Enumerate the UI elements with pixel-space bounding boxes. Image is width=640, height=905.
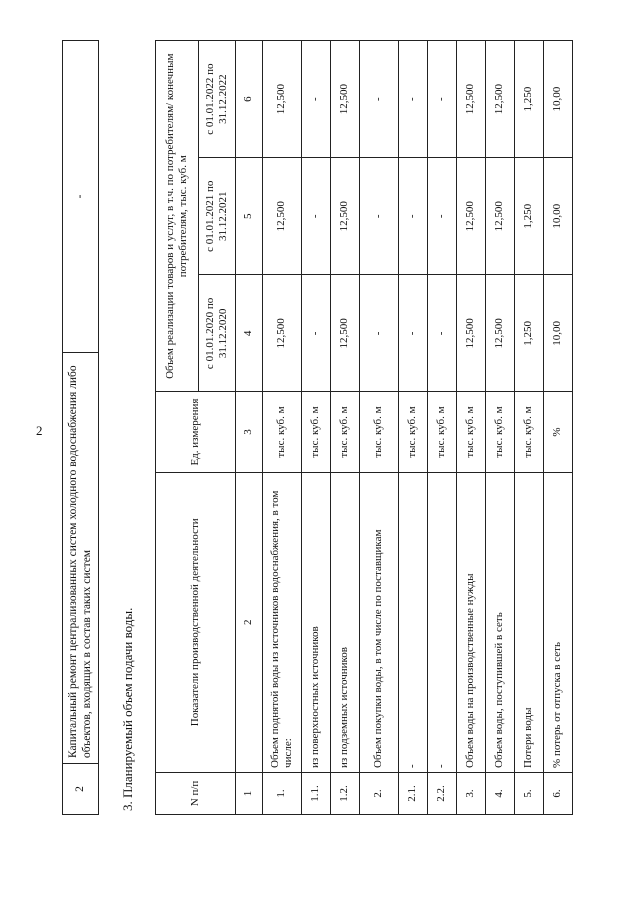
row-value-2021: 1,250	[515, 158, 544, 275]
row-number: 6.	[544, 772, 573, 814]
capital-repair-description: Капитальный ремонт централизованных систем холодного водоснабжения либо объектов, входящих в состав таких систем	[63, 353, 99, 764]
capital-repair-table	[62, 40, 99, 815]
page-number: 2	[36, 423, 43, 438]
row-value-2021: 10,00	[544, 158, 573, 275]
row-value-2020: 12,500	[457, 275, 486, 392]
row-unit: тыс. куб. м	[486, 392, 515, 472]
row-number: 2.	[360, 772, 399, 814]
row-value-2021: 12,500	[457, 158, 486, 275]
header-unit: Ед. измерения	[156, 392, 236, 472]
row-value-2022: -	[428, 41, 457, 158]
header-year-2021: с 01.01.2021 по 31.12.2021	[199, 158, 236, 275]
capital-repair-row	[63, 41, 99, 815]
row-value-2020: 10,00	[544, 275, 573, 392]
row-value-2021: 12,500	[486, 158, 515, 275]
row-indicator: -	[428, 472, 457, 772]
row-value-2021: -	[399, 158, 428, 275]
table-row	[544, 41, 573, 815]
row-number: 3.	[457, 772, 486, 814]
row-value-2020: -	[302, 275, 331, 392]
table-row	[399, 41, 428, 815]
row-value-2020: 1,250	[515, 275, 544, 392]
row-unit: %	[544, 392, 573, 472]
column-index: 2	[236, 472, 263, 772]
row-unit: тыс. куб. м	[428, 392, 457, 472]
table-row	[331, 41, 360, 815]
section-title: 3. Планируемый объем подачи воды.	[120, 607, 135, 811]
table-row	[515, 41, 544, 815]
row-indicator: Объем поднятой воды из источников водоснабжения, в том числе:	[263, 472, 302, 772]
table-row	[263, 41, 302, 815]
table-row	[457, 41, 486, 815]
column-index: 5	[236, 158, 263, 275]
row-value-2021: 12,500	[263, 158, 302, 275]
header-year-2022: с 01.01.2022 по 31.12.2022	[199, 41, 236, 158]
row-value-2021: -	[302, 158, 331, 275]
row-unit: тыс. куб. м	[331, 392, 360, 472]
row-number: 5.	[515, 772, 544, 814]
row-value-2020: -	[360, 275, 399, 392]
row-value-2021: -	[360, 158, 399, 275]
column-index: 1	[236, 772, 263, 814]
row-value-2022: 12,500	[263, 41, 302, 158]
row-unit: тыс. куб. м	[515, 392, 544, 472]
table-row	[360, 41, 399, 815]
row-indicator: Объем воды, поступившей в сеть	[486, 472, 515, 772]
row-number: 1.	[263, 772, 302, 814]
row-value-2022: 12,500	[457, 41, 486, 158]
row-value-2020: -	[428, 275, 457, 392]
row-value-2021: 12,500	[331, 158, 360, 275]
row-indicator: Объем воды на производственные нужды	[457, 472, 486, 772]
row-value-2020: -	[399, 275, 428, 392]
row-unit: тыс. куб. м	[360, 392, 399, 472]
row-number: 1.1.	[302, 772, 331, 814]
row-number: 4.	[486, 772, 515, 814]
header-indicator: Показатели производственной деятельности	[156, 472, 236, 772]
header-year-2020: с 01.01.2020 по 31.12.2020	[199, 275, 236, 392]
table-row	[302, 41, 331, 815]
row-value-2022: 12,500	[486, 41, 515, 158]
row-value-2022: -	[302, 41, 331, 158]
row-indicator: из подземных источников	[331, 472, 360, 772]
row-number: 2.2.	[428, 772, 457, 814]
column-index-row	[236, 41, 263, 815]
column-index: 3	[236, 392, 263, 472]
row-value-2021: -	[428, 158, 457, 275]
row-value-2020: 12,500	[486, 275, 515, 392]
header-volume: Объем реализации товаров и услуг, в т.ч. по потребителям/ конечным потребителям, тыс. куб. м	[156, 41, 199, 392]
row-unit: тыс. куб. м	[399, 392, 428, 472]
row-value-2022: 12,500	[331, 41, 360, 158]
column-index: 6	[236, 41, 263, 158]
water-supply-table	[155, 40, 573, 815]
row-value-2022: -	[360, 41, 399, 158]
row-value-2022: 10,00	[544, 41, 573, 158]
row-unit: тыс. куб. м	[457, 392, 486, 472]
row-value-2020: 12,500	[263, 275, 302, 392]
row-unit: тыс. куб. м	[263, 392, 302, 472]
row-number: 2.1.	[399, 772, 428, 814]
column-index: 4	[236, 275, 263, 392]
row-indicator: Потери воды	[515, 472, 544, 772]
row-value-2022: -	[399, 41, 428, 158]
table-row	[486, 41, 515, 815]
row-unit: тыс. куб. м	[302, 392, 331, 472]
capital-repair-number: 2	[63, 764, 99, 815]
table-row	[428, 41, 457, 815]
row-indicator: Объем покупки воды, в том числе по поставщикам	[360, 472, 399, 772]
header-row-main	[156, 41, 199, 815]
header-num: N п/п	[156, 772, 236, 814]
row-indicator: -	[399, 472, 428, 772]
row-value-2022: 1,250	[515, 41, 544, 158]
capital-repair-value: -	[63, 41, 99, 353]
row-indicator: % потерь от отпуска в сеть	[544, 472, 573, 772]
row-value-2020: 12,500	[331, 275, 360, 392]
row-indicator: из поверхностных источников	[302, 472, 331, 772]
row-number: 1.2.	[331, 772, 360, 814]
